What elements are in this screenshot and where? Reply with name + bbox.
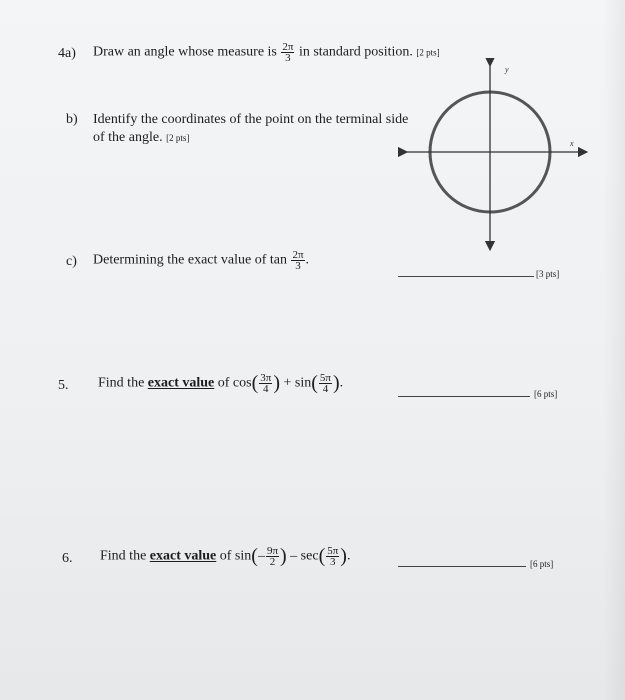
q5-fraction-1 (259, 373, 272, 394)
q6-minus-sign: – (257, 548, 265, 564)
q6-f1-num: 9π (266, 545, 278, 557)
q5-number: 5. (58, 378, 69, 393)
q4c-frac-num: 2π (292, 249, 304, 261)
q4c-period: . (305, 252, 310, 268)
q5-text-start: Find the (98, 375, 145, 391)
q4c-points: [3 pts] (536, 269, 560, 279)
q4a-points: [2 pts] (416, 47, 440, 58)
page-shadow (603, 0, 625, 700)
q5-paren-close-2: ) (332, 372, 340, 394)
q6-points: [6 pts] (530, 559, 554, 569)
q5-plus-sin: + sin (283, 375, 312, 391)
q6-text-start: Find the (100, 548, 147, 564)
q4a-frac-num: 2π (282, 41, 294, 53)
q4a-fraction (281, 42, 294, 63)
q6-paren-close-2: ) (340, 545, 347, 567)
q5-answer-line[interactable] (398, 396, 530, 397)
x-axis-label: x (570, 139, 574, 148)
q5-prompt (98, 372, 343, 395)
q4c-prompt (93, 250, 309, 271)
q4c-frac-den: 3 (295, 260, 301, 272)
q4c-answer-line[interactable] (398, 276, 534, 277)
q6-paren-open-1: ( (251, 545, 258, 567)
q6-f2-den: 3 (330, 556, 336, 568)
q5-paren-open-1: ( (251, 372, 259, 394)
q6-prompt (100, 545, 350, 568)
q5-exact-value-emphasis: exact value (147, 375, 215, 391)
q4c-label: c) (66, 254, 77, 269)
q4b-text-end: of the angle. (93, 130, 163, 145)
q5-period: . (339, 375, 344, 391)
q6-fraction-2 (326, 546, 339, 567)
q5-paren-open-2: ( (311, 372, 318, 394)
q4-number: 4a) (58, 46, 76, 61)
q6-paren-open-2: ( (318, 545, 326, 567)
q5-f1-num: 3π (260, 372, 272, 384)
q6-answer-line[interactable] (398, 566, 526, 567)
q4b-prompt-line1: Identify the coordinates of the point on the terminal side (93, 112, 409, 127)
q6-number: 6. (62, 551, 73, 566)
q5-f2-den: 4 (322, 383, 329, 395)
q6-text-sin: of sin (219, 548, 252, 564)
y-axis-label: y (505, 65, 509, 74)
q4a-text-start: Draw an angle whose measure is (93, 44, 277, 60)
q5-paren-close-1: ) (273, 372, 280, 394)
q5-f2-num: 5π (319, 372, 331, 384)
q6-fraction-1 (266, 546, 279, 567)
q4b-points: [2 pts] (166, 133, 190, 143)
q6-exact-value-emphasis: exact value (149, 548, 217, 564)
unit-circle-diagram[interactable] (395, 58, 595, 258)
q6-paren-close-1: ) (280, 545, 287, 567)
q4a-frac-den: 3 (285, 52, 291, 64)
q6-minus-sec: – sec (290, 548, 319, 564)
q5-fraction-2 (319, 373, 332, 394)
q4b-prompt-line2 (93, 130, 189, 146)
q4a-text-end: in standard position. (298, 44, 413, 60)
q4a-prompt (93, 42, 440, 63)
q4b-label: b) (66, 112, 78, 127)
q5-f1-den: 4 (263, 383, 269, 395)
q6-f2-num: 5π (327, 545, 339, 557)
q4c-text: Determining the exact value of tan (93, 252, 287, 268)
q5-text-cos: of cos (217, 375, 252, 391)
q6-period: . (346, 548, 351, 564)
q6-f1-den: 2 (269, 556, 276, 568)
q4c-fraction (291, 250, 304, 271)
q5-points: [6 pts] (534, 389, 558, 399)
